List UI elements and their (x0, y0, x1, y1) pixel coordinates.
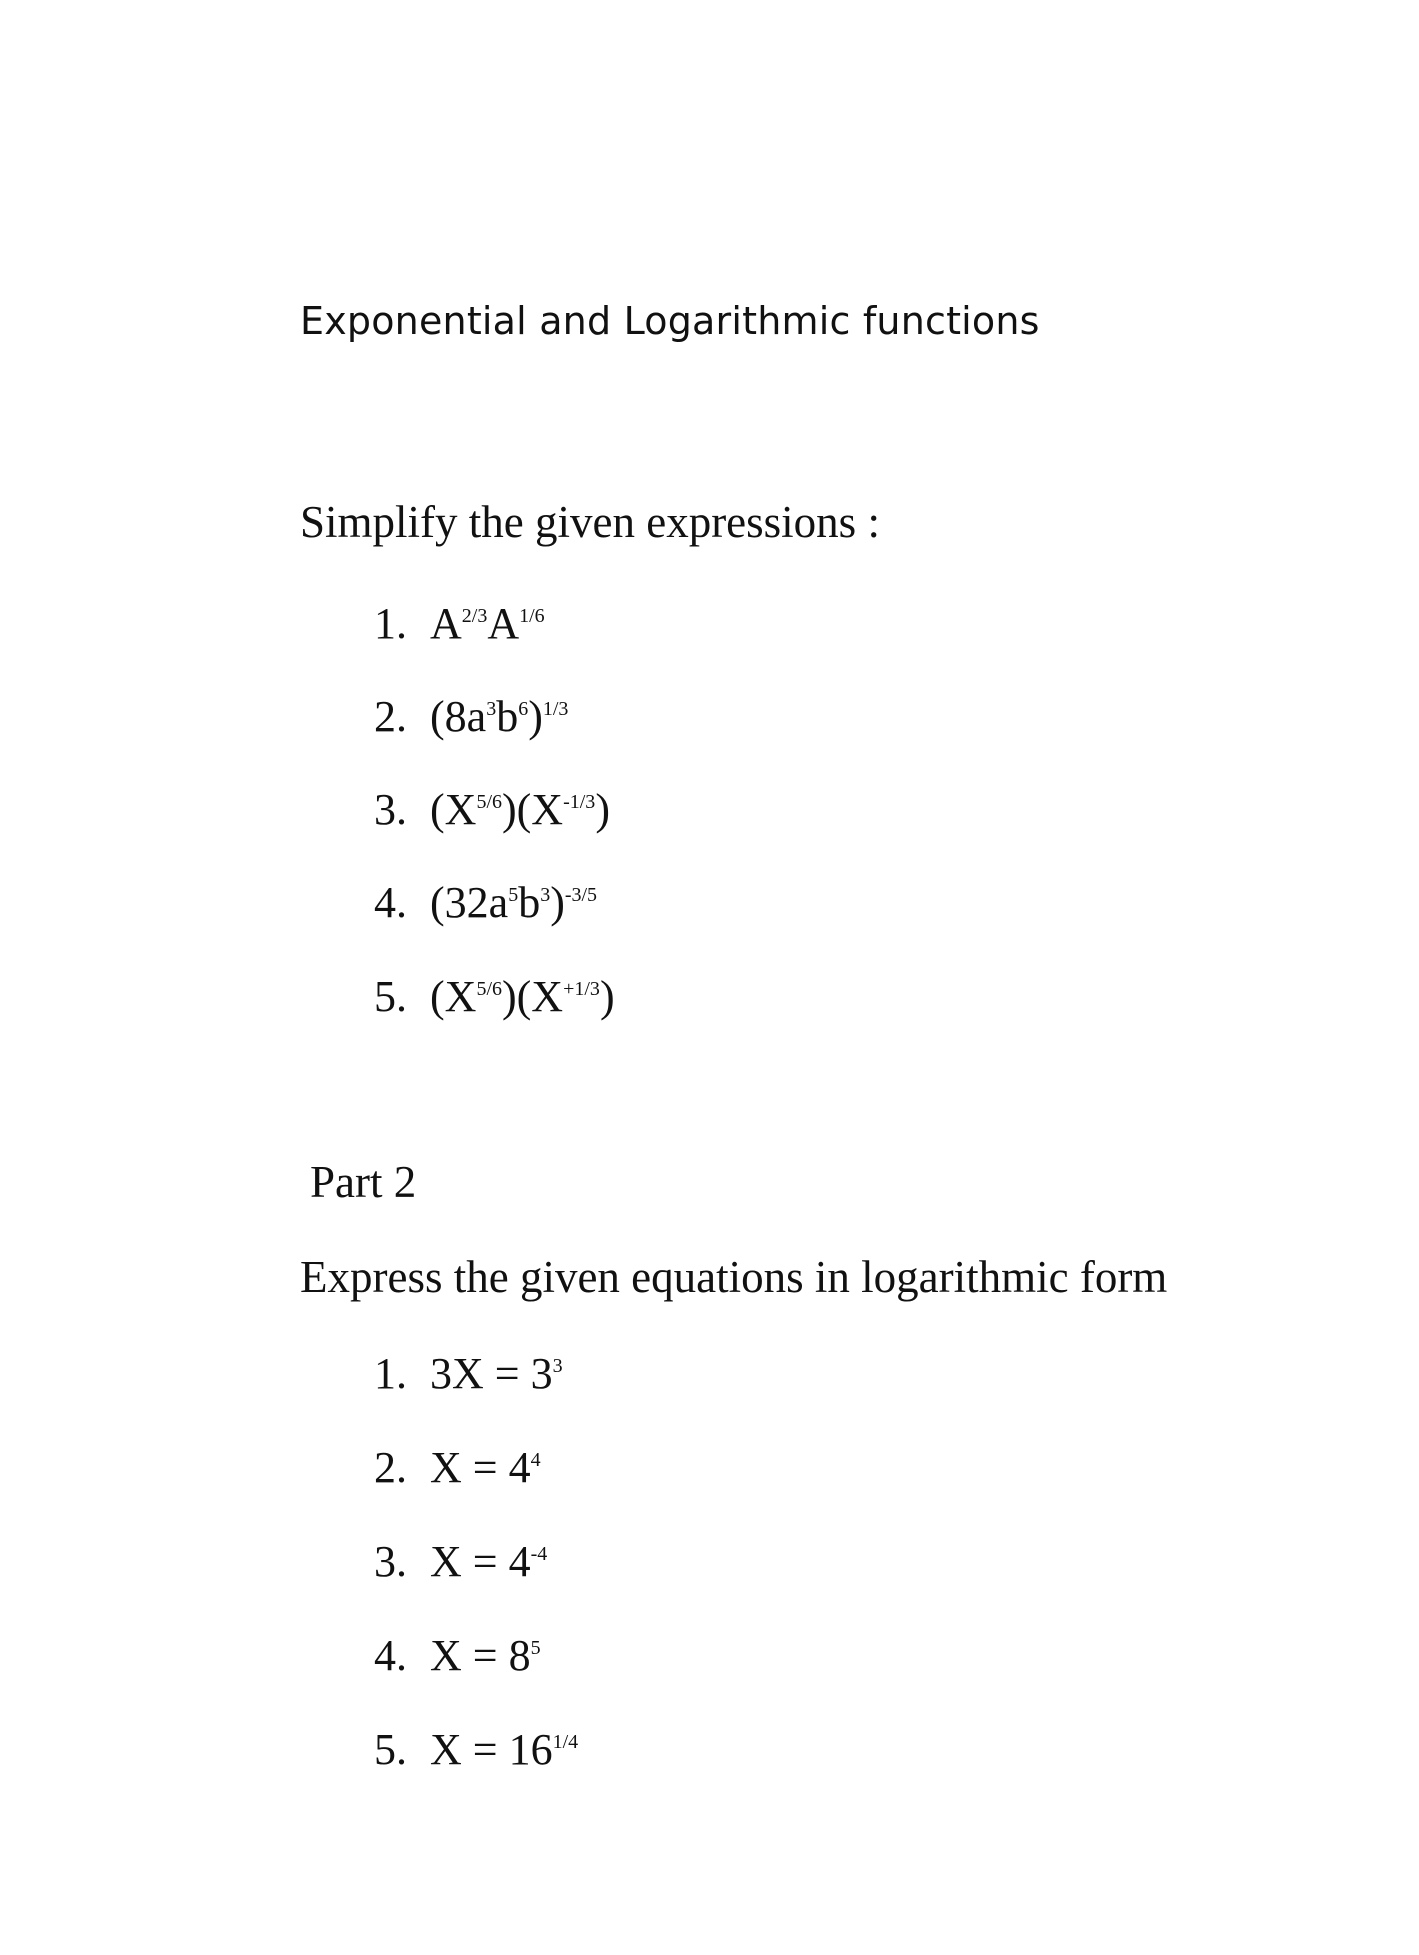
item-number: 5. (374, 972, 407, 1021)
item-number: 1. (374, 1349, 407, 1398)
equation-text: 3X = 3 (430, 1349, 553, 1398)
equation-exponent: 1/4 (552, 1731, 579, 1753)
equation-text: X = 8 (430, 1631, 531, 1680)
expr-exponent: 6 (518, 698, 529, 720)
part-2-label: Part 2 (310, 1157, 417, 1207)
equation-exponent: -4 (530, 1543, 548, 1565)
item-number: 2. (374, 1443, 407, 1492)
equation-exponent: 3 (552, 1355, 563, 1377)
item-number: 1. (374, 599, 407, 648)
expr-exponent: 1/6 (519, 605, 545, 627)
expr-exponent: 5/6 (476, 791, 502, 813)
equation-text: X = 4 (430, 1537, 531, 1586)
expr-exponent: 1/3 (542, 698, 569, 720)
expr-text: (X (430, 785, 477, 834)
item-number: 5. (374, 1725, 407, 1774)
expr-text: (X (430, 972, 477, 1021)
item-number: 3. (374, 785, 407, 834)
expr-exponent: 3 (486, 698, 497, 720)
log-item-3 (374, 1537, 548, 1586)
expr-text: A (430, 599, 462, 648)
expr-text: )(X (502, 972, 564, 1021)
expr-exponent: 3 (540, 884, 551, 906)
item-number: 4. (374, 1631, 407, 1680)
log-item-1 (374, 1349, 563, 1398)
equation-text: X = 4 (430, 1443, 531, 1492)
expr-text: b (496, 692, 519, 741)
log-item-4 (374, 1631, 541, 1680)
document-title: Exponential and Logarithmic functions (300, 299, 1040, 343)
equation-exponent: 4 (530, 1449, 541, 1471)
simplify-item-2 (374, 692, 569, 741)
simplify-item-1 (374, 599, 545, 648)
expr-text: b (518, 878, 541, 927)
expr-text: )(X (502, 785, 564, 834)
log-item-5 (374, 1725, 579, 1774)
expr-exponent: -3/5 (564, 884, 598, 906)
item-number: 3. (374, 1537, 407, 1586)
item-number: 4. (374, 878, 407, 927)
expr-exponent: 5/6 (476, 978, 502, 1000)
simplify-item-4 (374, 878, 598, 927)
expr-text: (8a (430, 692, 487, 741)
expr-exponent: 5 (508, 884, 519, 906)
expr-text: ) (595, 785, 610, 834)
log-item-2 (374, 1443, 541, 1492)
expr-text: ) (599, 972, 615, 1021)
simplify-item-3 (374, 785, 610, 834)
equation-exponent: 5 (530, 1637, 541, 1659)
expr-text: (32a (430, 878, 509, 927)
expr-text: ) (550, 878, 565, 927)
express-heading: Express the given equations in logarithmic form (300, 1252, 1168, 1302)
simplify-heading: Simplify the given expressions : (300, 497, 880, 547)
expr-exponent: 2/3 (461, 605, 488, 627)
equation-text: X = 16 (430, 1725, 553, 1774)
expr-text: ) (528, 692, 543, 741)
expr-exponent: -1/3 (563, 791, 596, 813)
expr-exponent: +1/3 (563, 978, 600, 1000)
item-number: 2. (374, 692, 407, 741)
simplify-item-5 (374, 972, 615, 1021)
expr-text: A (487, 599, 520, 648)
